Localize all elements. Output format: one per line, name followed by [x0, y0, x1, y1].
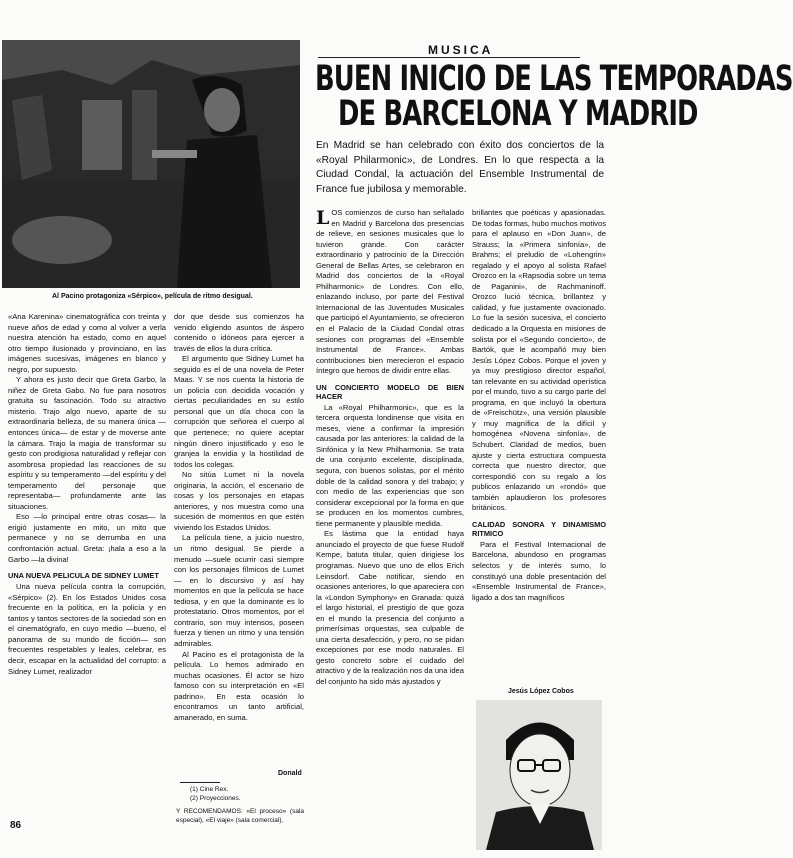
- paragraph: dor que desde sus comienzos ha venido eligiendo asuntos de áspero contenido o idóneos para ejercer a través de ellos la dura crítica.: [174, 312, 304, 353]
- conductor-portrait: [476, 700, 602, 850]
- portrait-caption: Jesús López Cobos: [508, 688, 574, 695]
- paragraph: El argumento que Sidney Lumet ha seguido es el de una novela de Peter Maas. Y se nos cuenta la historia de un policía con decidida vocación y ciertas peculiaridades en su estilo personal que un día choca con la corrupción que señorea el cuerpo al que pertenece; no quiere aceptar ningún dinero injustificado y eso le granjea la envidia y la hostilidad de todos los colegas.: [174, 354, 304, 469]
- paragraph: Es lástima que la entidad haya anunciado el proyecto de que fuese Rudolf Kempe, batuta titular, quien dirigiese los programas. Nuevo que uno de ellos Erich Leinsdorf. Cabe notificar, siendo en ocasiones anteriores, lo que apareciera con la «London Symphony» en Granada: quizá el largo historial, el prestigio de que goza en el mundo la presencia del conjunto a primerísimas orquestas, sea culpable de una cierta desafección, y pero, no se pidan excepciones por ese modo naturales. El gesto concreto sobre el cuidado del atractivo y de la realización nos da una idea del conjunto ha sido más ajustados y: [316, 529, 464, 686]
- article-column-1: [8, 312, 166, 820]
- paragraph: «Ana Karenina» cinematográfica con treinta y nueve años de edad y como al volver a verla nuestra atención ha estado, como en aquel otro tiempo ilusionado y provinciano, en las imágenes sucesivas, imágenes en blanco y negro, por supuesto.: [8, 312, 166, 374]
- paragraph: [316, 208, 464, 377]
- page-number: 86: [10, 820, 22, 831]
- paragraph: Una nueva película contra la corrupción, «Sérpico» (2). En los Estados Unidos cosa frecuente en la política, en la policía y en tantos y tantos sectores de la sociedad son en el cinematógrafo, en cuyo medio —bueno, el panorama de su mundo de ficción— son frecuentes respetables y leales, celebrar, es decir, escapar en la actualidad del corrupto: a Sidney Lumet, realizador: [8, 582, 166, 676]
- subheading: CALIDAD SONORA Y DINAMISMO RITMICO: [472, 519, 606, 538]
- paragraph: Y ahora es justo decir que Greta Garbo, la niñez de Greta Gabo. No fue para nosotros gratuita su fascinación. Todo su atractivo misterio. Trajo algo nuevo, aparte de su extraordinaria belleza, de su manera única —entonces única— de estar y de moverse ante la cámara. Trajo la magia de transformar su gesto con prodigiosa naturalidad y reflejar con asombrosa propiedad las reacciones de su espíritu y su temperamento —del espíritu y del temperamento del personaje que representaba— profundamente ante las situaciones.: [8, 375, 166, 511]
- footnote-1: (1) Cine Rex.: [190, 786, 229, 793]
- subheading: UN CONCIERTO MODELO DE BIEN HACER: [316, 382, 464, 401]
- paragraph: brillantes que poéticas y apasionadas. De todas formas, hubo muchos motivos para el aplauso en «Don Juan», de Strauss; la «Primera sinfonía», de Brahms; el preludio de «Lohengrin» regalado y el apoyo al solista Rafael Orozco en la «Rapsodia sobre un tema de Paganini», de Rachmaninoff. Orozco lució técnica, brillantez y calidad, y fue justamente ovacionado. Lo fue la sesión sucesiva, el concierto dedicado a la Orquesta en misiones de solista por el «Segundo concierto», de Bartók, que le acompañó muy bien Jesús López Cobos. Porque el joven y ya muy prestigioso director español, tan relevante en su actividad operística por el mundo, tuvo a su cargo parte del programa, en que incluyó la obertura de «Freischütz», una versión plausible y muy magnífica de la difícil y homogénea «Novena sinfonía», de Schubert. Claridad de medios, buen ajuste y cierta estructura compuesta correcta que nuestro director, que correspondió con su regalo a los publicos enlazando un «rondó» que también aplaudieron los profesores británicos.: [472, 208, 606, 513]
- intro-paragraph: En Madrid se han celebrado con éxito dos conciertos de la «Royal Philarmonic», de Londres. En lo que respecta a la Ciudad Condal, la actuación del Ensemble Instrumental de France fue jubilosa y memorable.: [316, 140, 604, 195]
- header-rule: [318, 57, 580, 58]
- paragraph: La «Royal Philharmonic», que es la tercera orquesta londinense que visita en meses, viene a confirmar la impresión causada por las anteriores: la calidad de la Sinfónica y la New Philharmonia. Se trata de una conjunto excelente, disciplinada, segura, con buenos solistas, por el mérito doble de la calidad sonora y del trabajo; y con medio de las experiencias que son considerar excepcional por la forma en que se producen en los momentos cumbres, tiene permanente y plausible medida.: [316, 402, 464, 528]
- author-signature: Donald: [278, 770, 302, 777]
- drop-cap: L: [316, 207, 330, 229]
- paragraph-text: OS comienzos de curso han señalado en Madrid y Barcelona dos presencias de relieve, en sesiones musicales que lo tuvieron grande. Con carácter extraordinario y patrocinio de la Dirección General de Bellas Artes, se celebraron en Madrid dos conciertos de la «Royal Philharmonic» de Londres. Con ello, enlazando incluso, por parte del Festival Internacional de las Juventudes Musicales que participó el Ayuntamiento, se ofrecieron en el Palacio de la Ciudad Condal otras sesiones con programas del «Ensemble Instrumental de France». Ambas contribuciones bien merecieron el espacio íntegro que hemos de dividir entre ellas.: [316, 208, 464, 376]
- paragraph: Al Pacino es el protagonista de la película. Lo hemos admirado en muchas ocasiones. Él actor se hizo famoso con su interpretación en «El padrino». En esta ocasión lo encontramos un tanto artificial, amanerado, en suma.: [174, 649, 304, 722]
- paragraph: Para el Festival Internacional de Barcelona, abundoso en programas selectos y de interés sumo, lo constituyó una doble presentación del «Ensemble Instrumental de France», ligado a dos tan magníficos: [472, 539, 606, 602]
- footnote-2: (2) Proyecciones.: [190, 794, 241, 802]
- article-column-4: [472, 208, 606, 682]
- article-column-3: [316, 208, 464, 836]
- photo-caption: Al Pacino protagoniza «Sérpico», película de ritmo desigual.: [52, 293, 253, 300]
- paragraph: No sitúa Lumet ni la novela originaria, la acción, el escenario de cosas y los personajes en etapas anteriores, y nos muestra como una sucesión de momentos en que estén viviendo los Estados Unidos.: [174, 470, 304, 532]
- headline-line-1: BUEN INICIO DE LAS TEMPORADAS: [315, 59, 793, 100]
- film-still-photo: [2, 40, 300, 288]
- subheading: UNA NUEVA PELICULA DE SIDNEY LUMET: [8, 571, 159, 581]
- article-column-2: [174, 312, 304, 762]
- paragraph: Eso —lo principal entre otras cosas— la erigió justamente en mito, un mito que permanece y no se derrumba en una confrontación actual. Greta: ¡hala a eso a la Garbo —la divina!: [8, 512, 166, 564]
- recommendations: Y RECOMENDAMOS: «El proceso» (sala especial), «El viaje» (sala comercial).: [176, 808, 304, 824]
- paragraph: La película tiene, a juicio nuestro, un ritmo desigual. Se pierde a menudo —suele ocurrir casi siempre con los personajes fílmicos de Lumet— en lo discursivo y así hay momentos en que la película se hace tediosa, y en que la dominante es lo protestatario. Otros momentos, por el contrario, son muy intensos, poseen fuerza y tienen un ritmo y una tensión admirables.: [174, 533, 304, 648]
- footnote-rule: [180, 782, 220, 783]
- section-label: MUSICA: [428, 43, 494, 57]
- headline-line-2: DE BARCELONA Y MADRID: [338, 94, 698, 135]
- footnotes: [190, 786, 300, 803]
